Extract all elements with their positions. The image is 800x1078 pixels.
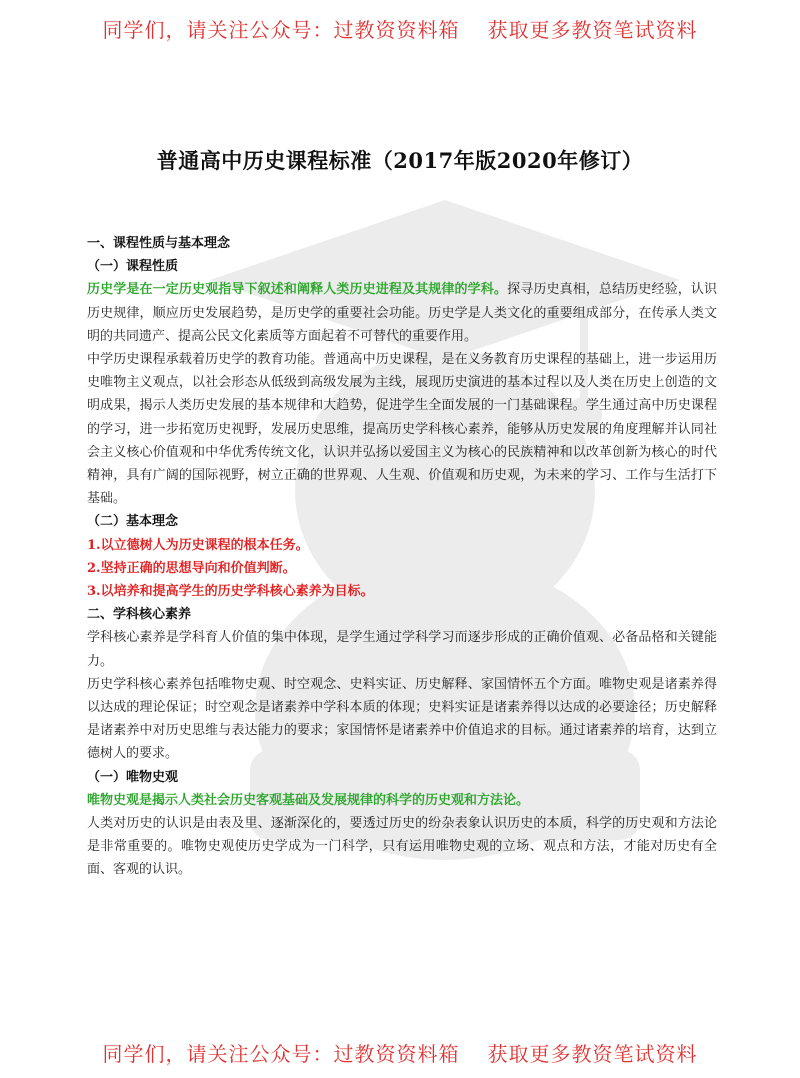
section-heading-1: 一、课程性质与基本理念: [87, 236, 231, 251]
paragraph-historical-materialism: 人类对历史的认识是由表及里、逐渐深化的，要透过历史的纷杂表象认识历史的本质，科学的历史观和方法论是非常重要的。唯物史观使历史学成为一门科学，只有运用唯物史观的立场、观点和方法，才能对历史有全面、客观的认识。: [87, 816, 717, 878]
banner-bottom-part1: 同学们，请关注公众号：过教资资料箱: [102, 1042, 460, 1066]
banner-top-part2: 获取更多教资笔试资料: [487, 18, 698, 42]
page-title: 普通高中历史课程标准（2017年版2020年修订）: [156, 148, 644, 173]
principle-item: 1.以立德树人为历史课程的根本任务。: [87, 537, 309, 553]
principle-item: 3.以培养和提高学生的历史学科核心素养为目标。: [87, 584, 374, 600]
subsection-heading-basic-ideas: （二）基本理念: [87, 514, 179, 530]
paragraph-core-literacy: 学科核心素养是学科育人价值的集中体现，是学生通过学科学习而逐步形成的正确价值观、必备品格和关键能力。: [87, 630, 717, 669]
top-promo-banner: [0, 14, 800, 43]
subsection-heading-course-nature: （一）课程性质: [87, 259, 179, 275]
bottom-promo-banner: [0, 1038, 800, 1067]
subsection-heading-historical-materialism: （一）唯物史观: [87, 769, 179, 785]
highlight-definition: 历史学是在一定历史观指导下叙述和阐释人类历史进程及其规律的学科。: [87, 282, 508, 298]
paragraph-core-literacy-aspects: 历史学科核心素养包括唯物史观、时空观念、史料实证、历史解释、家国情怀五个方面。唯物史观是诸素养得以达成的理论保证；时空观念是诸素养中学科本质的体现；史料实证是诸素养得以达成的必要途径；历史解释是诸素养中对历史思维与表达能力的要求；家国情怀是诸素养中价值追求的目标。通过诸素养的培育，达到立德树人的要求。: [87, 676, 717, 762]
paragraph-course-function: 中学历史课程承载着历史学的教育功能。普通高中历史课程，是在义务教育历史课程的基础上，进一步运用历史唯物主义观点，以社会形态从低级到高级发展为主线，展现历史演进的基本过程以及人类在历史上创造的文明成果，揭示人类历史发展的基本规律和大趋势，促进学生全面发展的一门基础课程。学生通过高中历史课程的学习，进一步拓宽历史视野，发展历史思维，提高历史学科核心素养，能够从历史发展的角度理解并认同社会主义核心价值观和中华优秀传统文化，认识并弘扬以爱国主义为核心的民族精神和以改革创新为核心的时代精神，具有广阔的国际视野，树立正确的世界观、人生观、价值观和历史观，为未来的学习、工作与生活打下基础。: [87, 352, 717, 507]
section-heading-2: 二、学科核心素养: [87, 607, 192, 623]
paragraph-course-nature-rest: 探寻历史真相，总结历史经验，认识历史规律，顺应历史发展趋势，是历史学的重要社会功能。历史学是人类文化的重要组成部分，在传承人类文明的共同遗产、提高公民文化素质等方面起着不可替代的重要作用。: [87, 282, 717, 344]
principle-item: 2.坚持正确的思想导向和价值判断。: [87, 560, 296, 576]
paragraph-course-nature: [87, 278, 717, 348]
banner-bottom-part2: 获取更多教资笔试资料: [487, 1042, 698, 1066]
banner-top-part1: 同学们，请关注公众号：过教资资料箱: [102, 18, 460, 42]
highlight-historical-materialism: 唯物史观是揭示人类社会历史客观基础及发展规律的科学的历史观和方法论。: [87, 792, 530, 808]
document-body: [87, 232, 717, 882]
